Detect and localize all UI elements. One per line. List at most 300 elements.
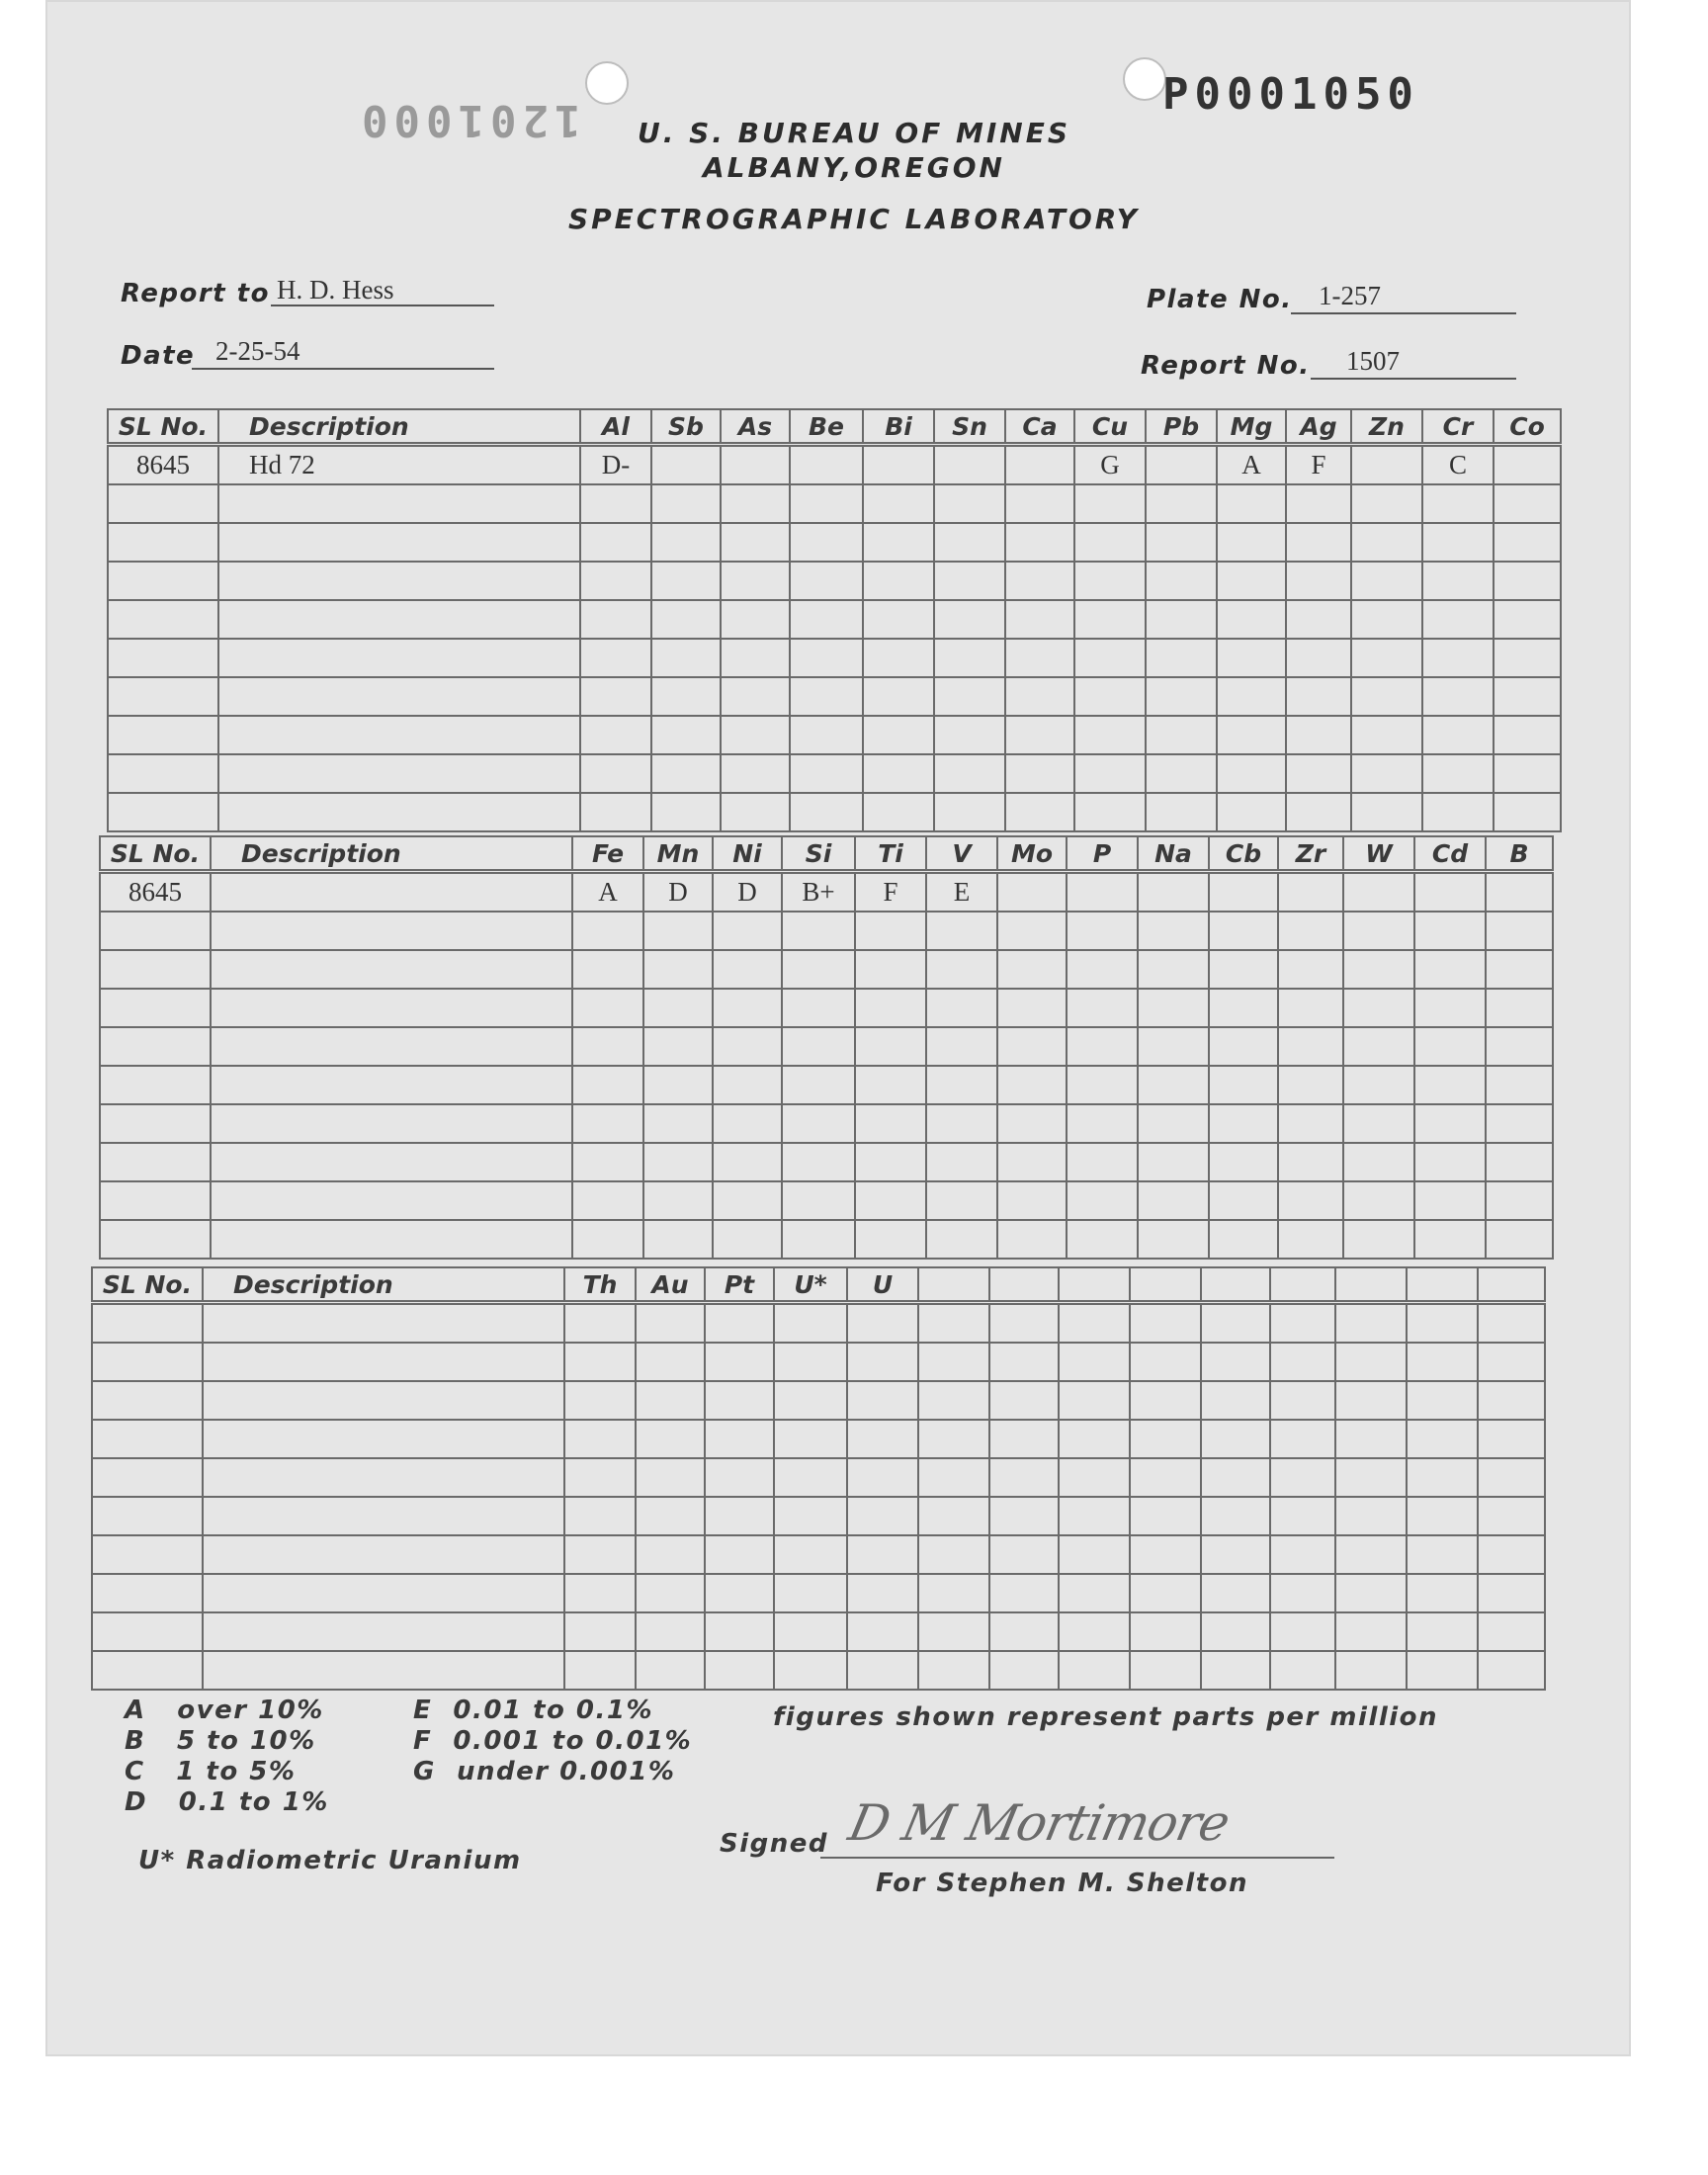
result-cell <box>863 445 934 485</box>
sl-no-cell <box>92 1458 203 1497</box>
legend-item: E 0.01 to 0.1% <box>413 1696 654 1725</box>
result-cell <box>934 600 1005 639</box>
element-header <box>1335 1267 1407 1303</box>
sl-no-cell <box>108 639 218 677</box>
result-cell <box>847 1651 918 1690</box>
result-cell <box>651 793 721 831</box>
result-cell: D <box>643 872 713 913</box>
result-cell <box>705 1381 774 1420</box>
element-header: Al <box>580 409 651 445</box>
description-cell <box>211 872 572 913</box>
result-cell <box>1278 1066 1343 1104</box>
result-cell <box>564 1458 636 1497</box>
table-row <box>100 1027 1553 1066</box>
result-cell <box>1486 950 1553 989</box>
element-header: Ca <box>1005 409 1074 445</box>
agency-title: U. S. BUREAU OF MINES <box>637 117 1071 149</box>
result-cell <box>1067 1181 1138 1220</box>
table-header-row <box>92 1267 1545 1303</box>
result-cell <box>721 639 790 677</box>
result-cell <box>1270 1381 1335 1420</box>
description-cell <box>218 716 580 754</box>
result-cell <box>1407 1535 1478 1574</box>
result-cell <box>721 754 790 793</box>
result-cell <box>997 1143 1067 1181</box>
result-cell <box>572 912 643 950</box>
result-cell <box>1351 562 1422 600</box>
result-cell <box>1335 1574 1407 1612</box>
result-cell <box>790 639 863 677</box>
result-cell <box>1286 677 1351 716</box>
element-header <box>1407 1267 1478 1303</box>
description-cell <box>203 1651 564 1690</box>
result-cell <box>1494 793 1561 831</box>
result-cell: A <box>1217 445 1286 485</box>
legend-item: G under 0.001% <box>413 1757 676 1786</box>
result-cell <box>989 1651 1059 1690</box>
result-cell <box>989 1574 1059 1612</box>
result-cell <box>1005 639 1074 677</box>
result-cell <box>572 1066 643 1104</box>
result-cell <box>1005 445 1074 485</box>
result-cell: F <box>1286 445 1351 485</box>
description-cell <box>211 1027 572 1066</box>
element-header: Cb <box>1209 836 1278 872</box>
result-cell <box>774 1574 847 1612</box>
result-cell <box>1209 912 1278 950</box>
result-cell <box>918 1420 989 1458</box>
result-cell <box>997 1027 1067 1066</box>
description-cell <box>218 754 580 793</box>
result-cell <box>564 1381 636 1420</box>
description-cell <box>203 1535 564 1574</box>
result-cell <box>1270 1497 1335 1535</box>
result-cell <box>1478 1458 1545 1497</box>
sl-no-cell <box>92 1574 203 1612</box>
result-cell <box>1486 989 1553 1027</box>
result-cell <box>1343 1220 1414 1259</box>
result-cell <box>1422 600 1494 639</box>
result-cell <box>580 600 651 639</box>
plate-value: 1-257 <box>1319 281 1381 310</box>
result-cell <box>847 1574 918 1612</box>
result-cell <box>1067 912 1138 950</box>
result-cell <box>713 989 782 1027</box>
result-cell <box>572 1027 643 1066</box>
result-cell <box>1130 1420 1201 1458</box>
sl-no-cell: 8645 <box>108 445 218 485</box>
result-cell: D- <box>580 445 651 485</box>
result-cell <box>1278 872 1343 913</box>
result-cell <box>572 950 643 989</box>
result-cell <box>713 1027 782 1066</box>
result-cell <box>1270 1343 1335 1381</box>
result-cell <box>643 950 713 989</box>
result-cell <box>1270 1574 1335 1612</box>
result-cell <box>918 1497 989 1535</box>
result-cell <box>1209 1066 1278 1104</box>
element-header: As <box>721 409 790 445</box>
element-header: Ag <box>1286 409 1351 445</box>
result-cell <box>1074 793 1146 831</box>
result-cell <box>643 912 713 950</box>
result-cell <box>997 1181 1067 1220</box>
result-cell <box>1138 872 1209 913</box>
result-cell <box>1478 1535 1545 1574</box>
result-cell <box>572 1220 643 1259</box>
result-cell <box>989 1497 1059 1535</box>
plate-label: Plate No. <box>1147 285 1293 314</box>
result-cell <box>721 445 790 485</box>
result-cell <box>1074 484 1146 523</box>
result-cell <box>1059 1303 1130 1344</box>
result-cell <box>1005 716 1074 754</box>
result-cell <box>713 1104 782 1143</box>
result-cell <box>774 1458 847 1497</box>
sl-no-cell <box>100 1143 211 1181</box>
result-cell <box>1414 1104 1486 1143</box>
doc-number: P0001050 <box>1162 69 1419 120</box>
result-cell <box>1059 1651 1130 1690</box>
result-cell <box>863 793 934 831</box>
result-cell <box>1278 1181 1343 1220</box>
result-cell <box>934 523 1005 562</box>
sl-no-cell <box>100 989 211 1027</box>
element-header: Pb <box>1146 409 1217 445</box>
element-header <box>989 1267 1059 1303</box>
sl-no-cell <box>100 950 211 989</box>
result-cell <box>1278 989 1343 1027</box>
result-cell <box>1005 484 1074 523</box>
description-header: Description <box>203 1267 564 1303</box>
element-header: Cu <box>1074 409 1146 445</box>
result-cell <box>1005 793 1074 831</box>
result-cell <box>934 754 1005 793</box>
table-row <box>108 484 1561 523</box>
date-value: 2-25-54 <box>215 336 300 366</box>
description-cell <box>211 1104 572 1143</box>
result-cell <box>863 600 934 639</box>
result-cell <box>1494 677 1561 716</box>
result-cell <box>564 1420 636 1458</box>
result-cell <box>1138 1181 1209 1220</box>
description-cell <box>203 1497 564 1535</box>
result-cell <box>651 445 721 485</box>
result-cell <box>1343 989 1414 1027</box>
result-cell <box>643 1143 713 1181</box>
result-cell <box>1146 484 1217 523</box>
result-cell <box>651 716 721 754</box>
result-cell <box>636 1458 705 1497</box>
result-cell <box>636 1574 705 1612</box>
result-cell <box>1217 523 1286 562</box>
result-cell <box>1414 872 1486 913</box>
table-row <box>108 716 1561 754</box>
result-cell <box>572 1143 643 1181</box>
result-cell <box>926 1066 997 1104</box>
sl-no-cell <box>92 1535 203 1574</box>
result-cell <box>1146 716 1217 754</box>
result-cell <box>855 1066 926 1104</box>
result-cell <box>1059 1497 1130 1535</box>
table-row <box>108 677 1561 716</box>
result-cell <box>997 989 1067 1027</box>
result-cell <box>847 1381 918 1420</box>
result-cell <box>918 1612 989 1651</box>
result-cell <box>572 989 643 1027</box>
result-cell <box>1209 1220 1278 1259</box>
results-table <box>91 1266 1546 1691</box>
result-cell <box>1201 1574 1270 1612</box>
description-header: Description <box>218 409 580 445</box>
result-cell <box>989 1343 1059 1381</box>
result-cell <box>1138 1027 1209 1066</box>
table-row <box>100 989 1553 1027</box>
result-cell <box>1059 1612 1130 1651</box>
sl-no-cell <box>100 1104 211 1143</box>
result-cell <box>1486 1104 1553 1143</box>
result-cell <box>934 793 1005 831</box>
report-to-value: H. D. Hess <box>277 275 394 304</box>
element-header: Sb <box>651 409 721 445</box>
result-cell <box>1494 445 1561 485</box>
punch-hole <box>1123 57 1166 101</box>
table-row <box>108 754 1561 793</box>
result-cell <box>1351 716 1422 754</box>
table-row <box>100 1220 1553 1259</box>
result-cell <box>721 600 790 639</box>
result-cell <box>1343 950 1414 989</box>
result-cell <box>1146 600 1217 639</box>
result-cell <box>926 1104 997 1143</box>
result-cell <box>1407 1343 1478 1381</box>
result-cell <box>1209 1181 1278 1220</box>
result-cell <box>651 639 721 677</box>
result-cell <box>705 1343 774 1381</box>
result-cell <box>1422 677 1494 716</box>
result-cell <box>790 677 863 716</box>
result-cell <box>934 677 1005 716</box>
result-cell <box>1074 600 1146 639</box>
result-cell <box>847 1303 918 1344</box>
result-cell <box>934 716 1005 754</box>
sl-no-cell <box>92 1651 203 1690</box>
legend-item: C 1 to 5% <box>125 1757 297 1786</box>
sl-no-cell <box>92 1303 203 1344</box>
report-no-line <box>1311 378 1516 380</box>
result-cell <box>1343 1143 1414 1181</box>
description-cell <box>218 562 580 600</box>
result-cell <box>1138 1143 1209 1181</box>
result-cell <box>1351 793 1422 831</box>
result-cell <box>934 562 1005 600</box>
result-cell <box>1414 912 1486 950</box>
result-cell <box>1486 872 1553 913</box>
result-cell <box>636 1497 705 1535</box>
result-cell <box>1494 716 1561 754</box>
result-cell <box>705 1303 774 1344</box>
result-cell <box>1138 1104 1209 1143</box>
result-cell <box>1351 484 1422 523</box>
result-cell <box>651 484 721 523</box>
result-cell <box>1478 1381 1545 1420</box>
result-cell <box>1286 639 1351 677</box>
result-cell: D <box>713 872 782 913</box>
result-cell <box>1059 1535 1130 1574</box>
legend-item: A over 10% <box>125 1696 324 1725</box>
result-cell <box>1201 1612 1270 1651</box>
result-cell <box>863 639 934 677</box>
result-cell <box>1407 1651 1478 1690</box>
result-cell: E <box>926 872 997 913</box>
result-cell <box>1074 639 1146 677</box>
result-cell <box>1286 600 1351 639</box>
table-row <box>92 1343 1545 1381</box>
result-cell <box>1074 523 1146 562</box>
result-cell <box>1478 1343 1545 1381</box>
result-cell <box>1067 1220 1138 1259</box>
result-cell <box>774 1535 847 1574</box>
result-cell <box>1217 754 1286 793</box>
element-header: Co <box>1494 409 1561 445</box>
description-cell <box>203 1458 564 1497</box>
result-cell <box>1278 1143 1343 1181</box>
result-cell <box>1146 562 1217 600</box>
table-row <box>108 445 1561 485</box>
result-cell <box>855 1143 926 1181</box>
legend-item: D 0.1 to 1% <box>125 1787 329 1817</box>
result-cell <box>926 1143 997 1181</box>
result-cell <box>1005 677 1074 716</box>
table-row <box>92 1303 1545 1344</box>
result-cell <box>705 1458 774 1497</box>
result-cell <box>1351 754 1422 793</box>
result-cell <box>782 950 855 989</box>
result-cell <box>1414 1220 1486 1259</box>
result-cell <box>1130 1458 1201 1497</box>
ppm-note: figures shown represent parts per million <box>773 1702 1439 1732</box>
result-cell <box>782 1181 855 1220</box>
result-cell <box>713 1143 782 1181</box>
result-cell <box>997 872 1067 913</box>
table-row <box>108 600 1561 639</box>
result-cell <box>713 912 782 950</box>
table-row <box>92 1651 1545 1690</box>
sl-no-header: SL No. <box>100 836 211 872</box>
result-cell <box>1422 754 1494 793</box>
result-cell <box>774 1303 847 1344</box>
result-cell <box>1138 912 1209 950</box>
result-cell <box>1343 1066 1414 1104</box>
result-cell <box>564 1574 636 1612</box>
sl-no-cell <box>108 716 218 754</box>
result-cell <box>1074 562 1146 600</box>
element-header: Zr <box>1278 836 1343 872</box>
sl-no-cell <box>92 1343 203 1381</box>
result-cell <box>1217 677 1286 716</box>
result-cell <box>997 1066 1067 1104</box>
result-cell <box>705 1574 774 1612</box>
result-cell <box>1351 677 1422 716</box>
result-cell <box>926 912 997 950</box>
result-cell <box>564 1612 636 1651</box>
result-cell <box>580 754 651 793</box>
result-cell <box>705 1535 774 1574</box>
description-cell <box>211 1220 572 1259</box>
result-cell <box>1478 1303 1545 1344</box>
result-cell <box>1278 1104 1343 1143</box>
table-row <box>92 1574 1545 1612</box>
report-to-line <box>271 304 494 306</box>
legend-item: F 0.001 to 0.01% <box>413 1726 693 1756</box>
result-cell <box>705 1651 774 1690</box>
result-cell <box>564 1651 636 1690</box>
result-cell <box>774 1651 847 1690</box>
result-cell <box>651 562 721 600</box>
result-cell <box>1067 1104 1138 1143</box>
result-cell <box>1335 1458 1407 1497</box>
result-cell <box>863 716 934 754</box>
result-cell <box>1351 523 1422 562</box>
result-cell <box>782 989 855 1027</box>
result-cell <box>1201 1303 1270 1344</box>
description-cell <box>211 950 572 989</box>
result-cell <box>1209 1104 1278 1143</box>
result-cell <box>989 1535 1059 1574</box>
element-header: Na <box>1138 836 1209 872</box>
signature-line <box>820 1857 1334 1859</box>
result-cell <box>713 1220 782 1259</box>
sl-no-header: SL No. <box>108 409 218 445</box>
result-cell <box>1217 600 1286 639</box>
result-cell <box>1059 1574 1130 1612</box>
result-cell <box>1217 484 1286 523</box>
result-cell <box>1130 1535 1201 1574</box>
result-cell <box>790 484 863 523</box>
result-cell <box>1494 600 1561 639</box>
result-cell <box>1201 1420 1270 1458</box>
result-cell <box>1494 562 1561 600</box>
result-cell <box>926 989 997 1027</box>
result-cell <box>1270 1303 1335 1344</box>
result-cell <box>1278 950 1343 989</box>
date-label: Date <box>121 341 196 371</box>
description-cell: Hd 72 <box>218 445 580 485</box>
result-cell <box>1146 754 1217 793</box>
result-cell <box>1407 1612 1478 1651</box>
sl-no-cell <box>108 484 218 523</box>
result-cell <box>580 677 651 716</box>
result-cell <box>705 1420 774 1458</box>
element-header: Th <box>564 1267 636 1303</box>
report-no-value: 1507 <box>1346 346 1400 376</box>
element-header <box>918 1267 989 1303</box>
result-cell <box>1414 989 1486 1027</box>
description-cell <box>203 1612 564 1651</box>
description-cell <box>218 484 580 523</box>
result-cell <box>713 1181 782 1220</box>
result-cell <box>651 523 721 562</box>
result-cell <box>1138 1066 1209 1104</box>
sl-no-cell <box>108 793 218 831</box>
sl-no-cell <box>92 1612 203 1651</box>
result-cell <box>1209 1027 1278 1066</box>
result-cell <box>564 1343 636 1381</box>
table-row <box>108 793 1561 831</box>
signature: D M Mortimore <box>843 1794 1235 1852</box>
doc-number-mirrored: 1201000 <box>356 95 581 145</box>
result-cell <box>1335 1303 1407 1344</box>
